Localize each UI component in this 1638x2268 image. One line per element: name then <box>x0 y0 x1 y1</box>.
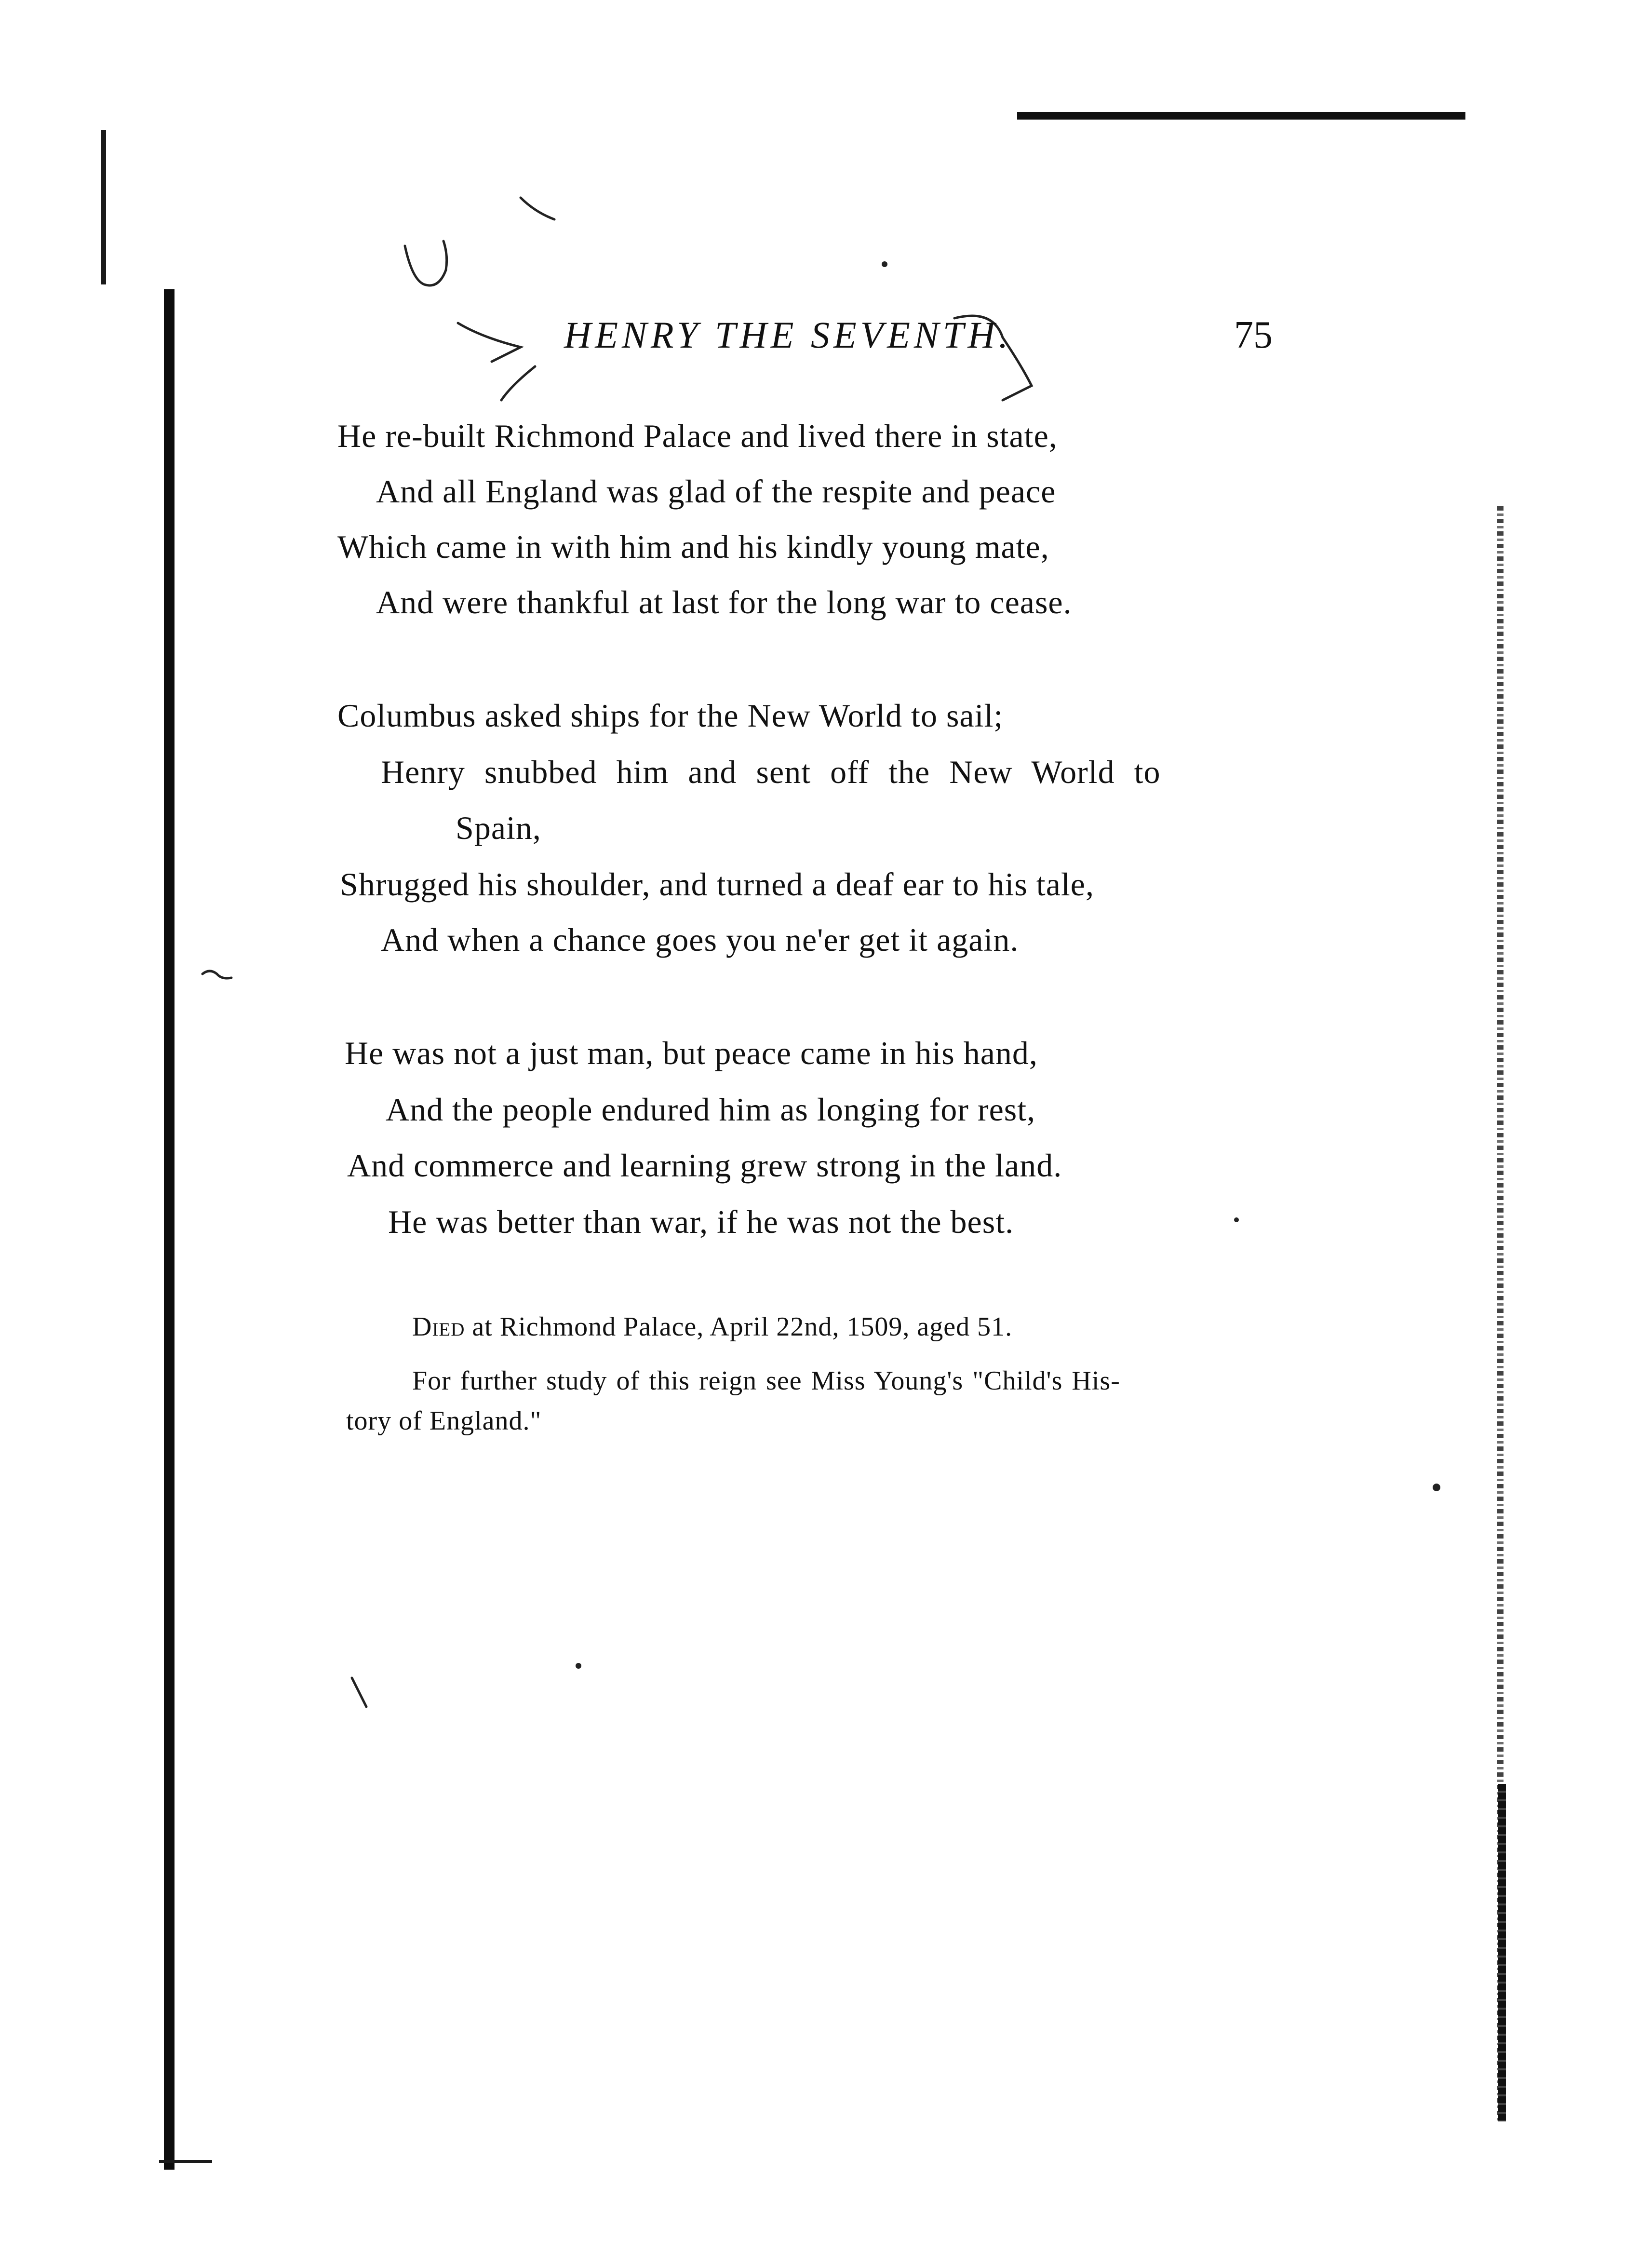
running-title: HENRY THE SEVENTH. <box>564 314 1012 356</box>
page-number: 75 <box>1234 314 1273 356</box>
page-edge-dark <box>1498 1784 1506 2121</box>
binding-foot-mark <box>159 2160 212 2163</box>
binding-shadow <box>164 289 175 2170</box>
verse-line: He was not a just man, but peace came in his hand, <box>345 1035 1038 1071</box>
death-note <box>412 1311 1012 1342</box>
further-study-note: For further study of this reign see Miss Young's "Child's His- <box>412 1366 1120 1396</box>
verse-line: Shrugged his shoulder, and turned a deaf ear to his tale, <box>340 866 1094 903</box>
verse-line: Which came in with him and his kindly young mate, <box>337 528 1049 565</box>
binding-shadow-top <box>101 130 106 284</box>
verse-line: And all England was glad of the respite and peace <box>376 473 1056 510</box>
verse-line: Columbus asked ships for the New World to sail; <box>337 697 1004 734</box>
verse-line: He was better than war, if he was not the best. <box>388 1203 1014 1240</box>
verse-line: Henry snubbed him and sent off the New World to <box>381 754 1161 790</box>
verse-line: And commerce and learning grew strong in the land. <box>347 1147 1062 1184</box>
died-text: at Richmond Palace, April 22nd, 1509, aged 51. <box>465 1312 1013 1342</box>
verse-line: And when a chance goes you ne'er get it again. <box>381 921 1019 958</box>
scan-edge-rule <box>1017 112 1465 120</box>
verse-line: He re-built Richmond Palace and lived there in state, <box>337 418 1058 454</box>
died-label: Died <box>412 1312 465 1342</box>
verse-line: And the people endured him as longing for rest, <box>386 1091 1036 1128</box>
verse-line: And were thankful at last for the long war to cease. <box>376 584 1072 621</box>
further-study-note-cont: tory of England." <box>346 1406 542 1436</box>
verse-line: Spain, <box>456 810 541 846</box>
